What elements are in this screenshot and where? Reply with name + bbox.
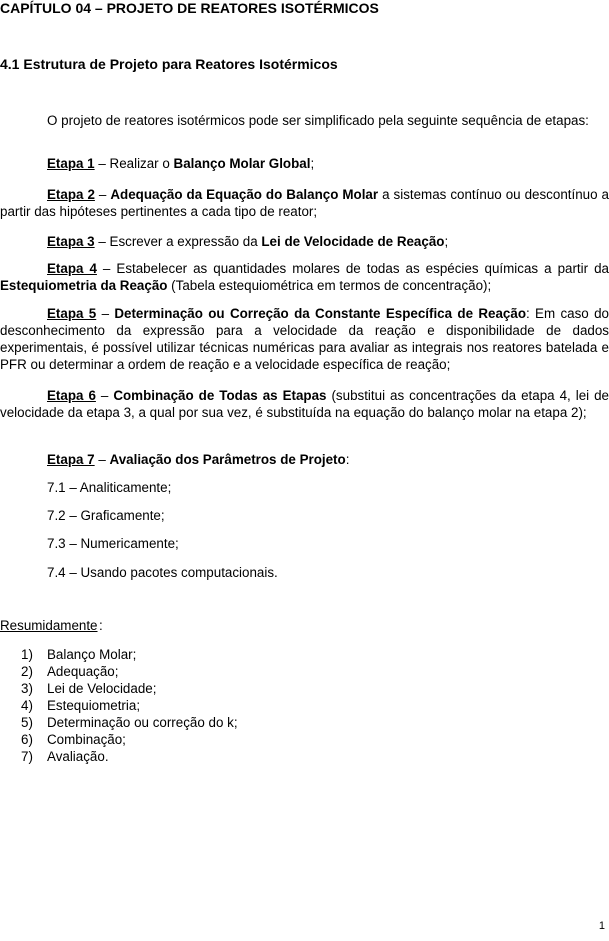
step-label: Etapa 4 <box>47 261 97 276</box>
list-item-number: 2) <box>21 664 33 679</box>
list-item <box>0 748 238 765</box>
list-item-text: Lei de Velocidade; <box>47 681 157 696</box>
step-2 <box>0 186 609 220</box>
list-item <box>0 646 238 663</box>
summary-heading <box>0 617 98 634</box>
list-item-text: Adequação; <box>47 664 119 679</box>
sub-item: 7.3 – Numericamente; <box>47 536 179 551</box>
step-7 <box>0 451 609 468</box>
list-item <box>0 731 238 748</box>
step-label: Etapa 2 <box>47 187 95 202</box>
list-item-number: 4) <box>21 698 33 713</box>
step-3 <box>0 233 609 250</box>
step-1 <box>0 155 609 172</box>
step-sep: – <box>94 187 111 202</box>
page-number: 1 <box>598 920 605 932</box>
intro-paragraph: O projeto de reatores isotérmicos pode ser simplificado pela seguinte sequência de etapas: <box>47 113 589 128</box>
step-label: Etapa 7 <box>47 452 95 467</box>
section-title: 4.1 Estrutura de Projeto para Reatores Isotérmicos <box>0 56 338 72</box>
list-item <box>0 680 238 697</box>
summary-heading-text: Resumidamente <box>0 618 98 633</box>
list-item-text: Estequiometria; <box>47 698 141 713</box>
step-sep: – <box>96 306 115 321</box>
list-item-text: Balanço Molar; <box>47 647 137 662</box>
list-item-text: Determinação ou correção do k; <box>47 715 238 730</box>
step-bold-text: Determinação ou Correção da Constante Específica de Reação <box>114 306 526 321</box>
list-item-number: 3) <box>21 681 33 696</box>
step-sep: – <box>94 452 110 467</box>
list-item-text: Combinação; <box>47 732 126 747</box>
sub-item: 7.2 – Graficamente; <box>47 508 165 523</box>
step-sep: – Escrever a expressão da <box>94 234 262 249</box>
summary-list <box>0 646 238 765</box>
step-rest: : Em caso do desconhecimento da expressão para a velocidade da reação e disponibilidade de dados experimentais, é possível utilizar técnicas numéricas para avaliar as integrais nos reatores batelada e PFR ou determinar a ordem de reação e a velocidade específica de reação; <box>0 306 609 372</box>
step-bold-text: Lei de Velocidade de Reação <box>261 234 445 249</box>
list-item <box>0 697 238 714</box>
step-rest: (substitui as concentrações da etapa 4, lei de velocidade da etapa 3, a qual por sua vez, é substituída na equação do balanço molar na etapa 2); <box>0 388 609 420</box>
step-4 <box>0 260 609 294</box>
step-label: Etapa 1 <box>47 156 95 171</box>
list-item-number: 7) <box>21 749 33 764</box>
list-item <box>0 714 238 731</box>
step-sep: – Realizar o <box>94 156 174 171</box>
step-bold-text: Combinação de Todas as Etapas <box>113 388 327 403</box>
step-bold-text: Balanço Molar Global <box>173 156 311 171</box>
step-label: Etapa 5 <box>47 306 97 321</box>
step-bold-text: Estequiometria da Reação <box>0 278 168 293</box>
step-bold-text: Avaliação dos Parâmetros de Projeto <box>109 452 346 467</box>
chapter-title: CAPÍTULO 04 – PROJETO DE REATORES ISOTÉRMICOS <box>0 0 379 16</box>
list-item-number: 6) <box>21 732 33 747</box>
step-rest: a sistemas contínuo ou descontínuo a partir das hipóteses pertinentes a cada tipo de reator; <box>0 187 609 219</box>
step-sep: – Estabelecer as quantidades molares de todas as espécies químicas a partir da <box>96 261 609 276</box>
sub-item: 7.4 – Usando pacotes computacionais. <box>47 565 278 580</box>
sub-item: 7.1 – Analiticamente; <box>47 480 172 495</box>
list-item-number: 1) <box>21 647 33 662</box>
step-label: Etapa 6 <box>47 388 96 403</box>
step-5 <box>0 305 609 373</box>
summary-heading-colon: : <box>99 618 103 633</box>
list-item-number: 5) <box>21 715 33 730</box>
step-rest: : <box>345 452 350 467</box>
step-label: Etapa 3 <box>47 234 95 249</box>
list-item-text: Avaliação. <box>47 749 109 764</box>
step-rest: (Tabela estequiométrica em termos de concentração); <box>167 278 492 293</box>
list-item <box>0 663 238 680</box>
step-rest: ; <box>444 234 449 249</box>
step-bold-text: Adequação da Equação do Balanço Molar <box>110 187 379 202</box>
step-6 <box>0 387 609 421</box>
step-rest: ; <box>310 156 315 171</box>
step-sep: – <box>95 388 114 403</box>
